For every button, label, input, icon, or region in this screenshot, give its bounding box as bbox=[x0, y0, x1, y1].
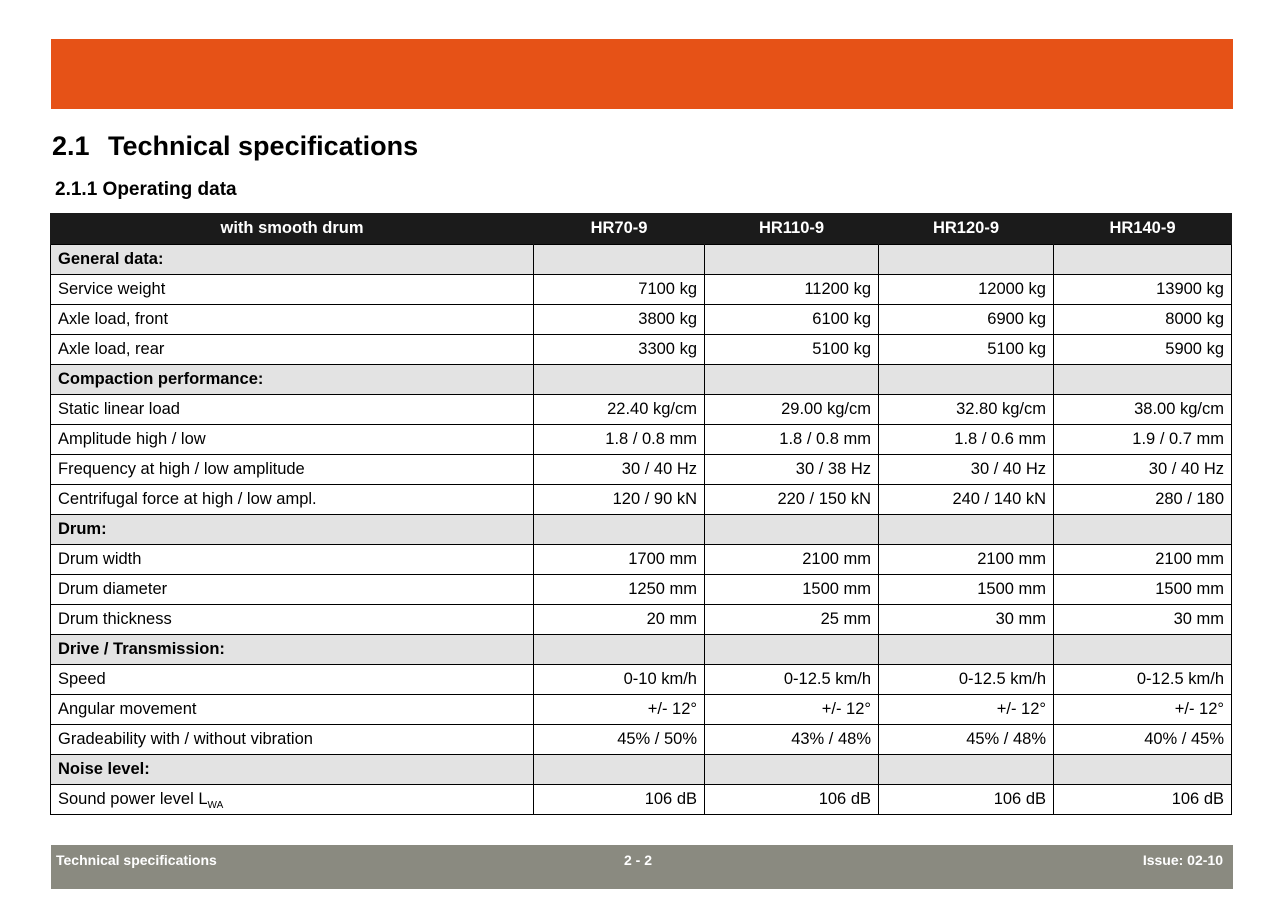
value-cell: +/- 12° bbox=[1054, 695, 1232, 725]
empty-cell bbox=[534, 755, 705, 785]
empty-cell bbox=[705, 515, 879, 545]
row-label bbox=[51, 395, 534, 425]
row-label bbox=[51, 335, 534, 365]
value-cell: 1500 mm bbox=[1054, 575, 1232, 605]
row-label bbox=[51, 575, 534, 605]
empty-cell bbox=[1054, 755, 1232, 785]
column-header: HR120-9 bbox=[879, 213, 1054, 245]
value-cell: 3300 kg bbox=[534, 335, 705, 365]
value-cell: 12000 kg bbox=[879, 275, 1054, 305]
section-label: Compaction performance: bbox=[51, 365, 534, 395]
value-cell: 8000 kg bbox=[1054, 305, 1232, 335]
value-cell: 106 dB bbox=[534, 785, 705, 815]
empty-cell bbox=[705, 635, 879, 665]
empty-cell bbox=[705, 365, 879, 395]
section-row bbox=[51, 365, 1232, 395]
row-label bbox=[51, 455, 534, 485]
value-cell: 0-10 km/h bbox=[534, 665, 705, 695]
empty-cell bbox=[879, 755, 1054, 785]
value-cell: 220 / 150 kN bbox=[705, 485, 879, 515]
value-cell: 0-12.5 km/h bbox=[705, 665, 879, 695]
value-cell: 30 / 40 Hz bbox=[879, 455, 1054, 485]
empty-cell bbox=[879, 515, 1054, 545]
value-cell: +/- 12° bbox=[879, 695, 1054, 725]
value-cell: 0-12.5 km/h bbox=[1054, 665, 1232, 695]
issue-label: Issue: 02-10 bbox=[1142, 852, 1223, 868]
empty-cell bbox=[879, 365, 1054, 395]
row-label bbox=[51, 605, 534, 635]
section-label: Noise level: bbox=[51, 755, 534, 785]
column-header: HR110-9 bbox=[705, 213, 879, 245]
value-cell: 6100 kg bbox=[705, 305, 879, 335]
empty-cell bbox=[705, 245, 879, 275]
value-cell: 7100 kg bbox=[534, 275, 705, 305]
footer-left-text: Technical specifications bbox=[56, 852, 217, 868]
row-label bbox=[51, 545, 534, 575]
value-cell: 1.9 / 0.7 mm bbox=[1054, 425, 1232, 455]
table-row bbox=[51, 305, 1232, 335]
table-body bbox=[51, 245, 1232, 815]
empty-cell bbox=[534, 245, 705, 275]
row-label-text: Drum width bbox=[58, 550, 142, 568]
empty-cell bbox=[1054, 365, 1232, 395]
table-row bbox=[51, 395, 1232, 425]
value-cell: +/- 12° bbox=[534, 695, 705, 725]
subsection-title: 2.1.1 Operating data bbox=[55, 179, 237, 200]
row-label-text: Axle load, rear bbox=[58, 340, 165, 358]
section-title: Technical specifications bbox=[108, 131, 419, 161]
table-header-row bbox=[51, 213, 1232, 245]
value-cell: 1500 mm bbox=[879, 575, 1054, 605]
row-label bbox=[51, 785, 534, 815]
value-cell: 45% / 48% bbox=[879, 725, 1054, 755]
row-label-text: Sound power level L bbox=[58, 790, 208, 808]
page-number: 2 - 2 bbox=[624, 852, 653, 868]
row-label bbox=[51, 695, 534, 725]
column-header: with smooth drum bbox=[51, 213, 534, 245]
table-row bbox=[51, 605, 1232, 635]
empty-cell bbox=[534, 635, 705, 665]
table-row bbox=[51, 335, 1232, 365]
section-label: General data: bbox=[51, 245, 534, 275]
value-cell: 106 dB bbox=[879, 785, 1054, 815]
section-row bbox=[51, 755, 1232, 785]
spec-table bbox=[50, 213, 1232, 815]
value-cell: 30 mm bbox=[1054, 605, 1232, 635]
table-row bbox=[51, 485, 1232, 515]
row-label-text: Drum diameter bbox=[58, 580, 168, 598]
row-label-text: Axle load, front bbox=[58, 310, 169, 328]
value-cell: 106 dB bbox=[1054, 785, 1232, 815]
value-cell: 25 mm bbox=[705, 605, 879, 635]
value-cell: 3800 kg bbox=[534, 305, 705, 335]
value-cell: 5100 kg bbox=[879, 335, 1054, 365]
empty-cell bbox=[1054, 245, 1232, 275]
row-label-text: Static linear load bbox=[58, 400, 180, 418]
empty-cell bbox=[1054, 515, 1232, 545]
column-header: HR70-9 bbox=[534, 213, 705, 245]
row-label bbox=[51, 425, 534, 455]
value-cell: 1500 mm bbox=[705, 575, 879, 605]
row-label-text: Drum thickness bbox=[58, 610, 172, 628]
value-cell: 22.40 kg/cm bbox=[534, 395, 705, 425]
row-label-text: Amplitude high / low bbox=[58, 430, 206, 448]
table-row bbox=[51, 725, 1232, 755]
value-cell: 1250 mm bbox=[534, 575, 705, 605]
value-cell: 13900 kg bbox=[1054, 275, 1232, 305]
value-cell: 6900 kg bbox=[879, 305, 1054, 335]
row-label bbox=[51, 305, 534, 335]
row-label-subscript: WA bbox=[207, 800, 224, 811]
table-row bbox=[51, 665, 1232, 695]
value-cell: 1.8 / 0.8 mm bbox=[534, 425, 705, 455]
value-cell: 30 / 40 Hz bbox=[534, 455, 705, 485]
page-title bbox=[52, 131, 418, 162]
row-label bbox=[51, 485, 534, 515]
empty-cell bbox=[879, 635, 1054, 665]
empty-cell bbox=[534, 515, 705, 545]
empty-cell bbox=[1054, 635, 1232, 665]
table-row bbox=[51, 545, 1232, 575]
value-cell: 40% / 45% bbox=[1054, 725, 1232, 755]
value-cell: 280 / 180 bbox=[1054, 485, 1232, 515]
row-label-text: Speed bbox=[58, 670, 106, 688]
row-label-text: Centrifugal force at high / low ampl. bbox=[58, 490, 317, 508]
table-row bbox=[51, 575, 1232, 605]
row-label bbox=[51, 275, 534, 305]
value-cell: 29.00 kg/cm bbox=[705, 395, 879, 425]
value-cell: 45% / 50% bbox=[534, 725, 705, 755]
table-row bbox=[51, 455, 1232, 485]
value-cell: 5900 kg bbox=[1054, 335, 1232, 365]
section-row bbox=[51, 245, 1232, 275]
empty-cell bbox=[705, 755, 879, 785]
value-cell: 2100 mm bbox=[1054, 545, 1232, 575]
value-cell: 32.80 kg/cm bbox=[879, 395, 1054, 425]
value-cell: 30 / 38 Hz bbox=[705, 455, 879, 485]
value-cell: 2100 mm bbox=[705, 545, 879, 575]
value-cell: 20 mm bbox=[534, 605, 705, 635]
value-cell: 1.8 / 0.8 mm bbox=[705, 425, 879, 455]
value-cell: 43% / 48% bbox=[705, 725, 879, 755]
row-label bbox=[51, 725, 534, 755]
value-cell: 106 dB bbox=[705, 785, 879, 815]
header-bar bbox=[51, 39, 1233, 109]
section-row bbox=[51, 635, 1232, 665]
value-cell: 240 / 140 kN bbox=[879, 485, 1054, 515]
value-cell: 1.8 / 0.6 mm bbox=[879, 425, 1054, 455]
row-label-text: Gradeability with / without vibration bbox=[58, 730, 313, 748]
value-cell: 5100 kg bbox=[705, 335, 879, 365]
column-header: HR140-9 bbox=[1054, 213, 1232, 245]
value-cell: +/- 12° bbox=[705, 695, 879, 725]
value-cell: 38.00 kg/cm bbox=[1054, 395, 1232, 425]
section-number: 2.1 bbox=[52, 131, 90, 161]
empty-cell bbox=[534, 365, 705, 395]
value-cell: 120 / 90 kN bbox=[534, 485, 705, 515]
value-cell: 11200 kg bbox=[705, 275, 879, 305]
table-row bbox=[51, 695, 1232, 725]
section-label: Drive / Transmission: bbox=[51, 635, 534, 665]
section-row bbox=[51, 515, 1232, 545]
table-row bbox=[51, 275, 1232, 305]
value-cell: 0-12.5 km/h bbox=[879, 665, 1054, 695]
row-label-text: Service weight bbox=[58, 280, 166, 298]
table-row bbox=[51, 425, 1232, 455]
empty-cell bbox=[879, 245, 1054, 275]
value-cell: 1700 mm bbox=[534, 545, 705, 575]
value-cell: 30 mm bbox=[879, 605, 1054, 635]
section-label: Drum: bbox=[51, 515, 534, 545]
row-label bbox=[51, 665, 534, 695]
value-cell: 30 / 40 Hz bbox=[1054, 455, 1232, 485]
table-row bbox=[51, 785, 1232, 815]
row-label-text: Frequency at high / low amplitude bbox=[58, 460, 305, 478]
value-cell: 2100 mm bbox=[879, 545, 1054, 575]
row-label-text: Angular movement bbox=[58, 700, 197, 718]
footer-bar bbox=[51, 845, 1233, 889]
